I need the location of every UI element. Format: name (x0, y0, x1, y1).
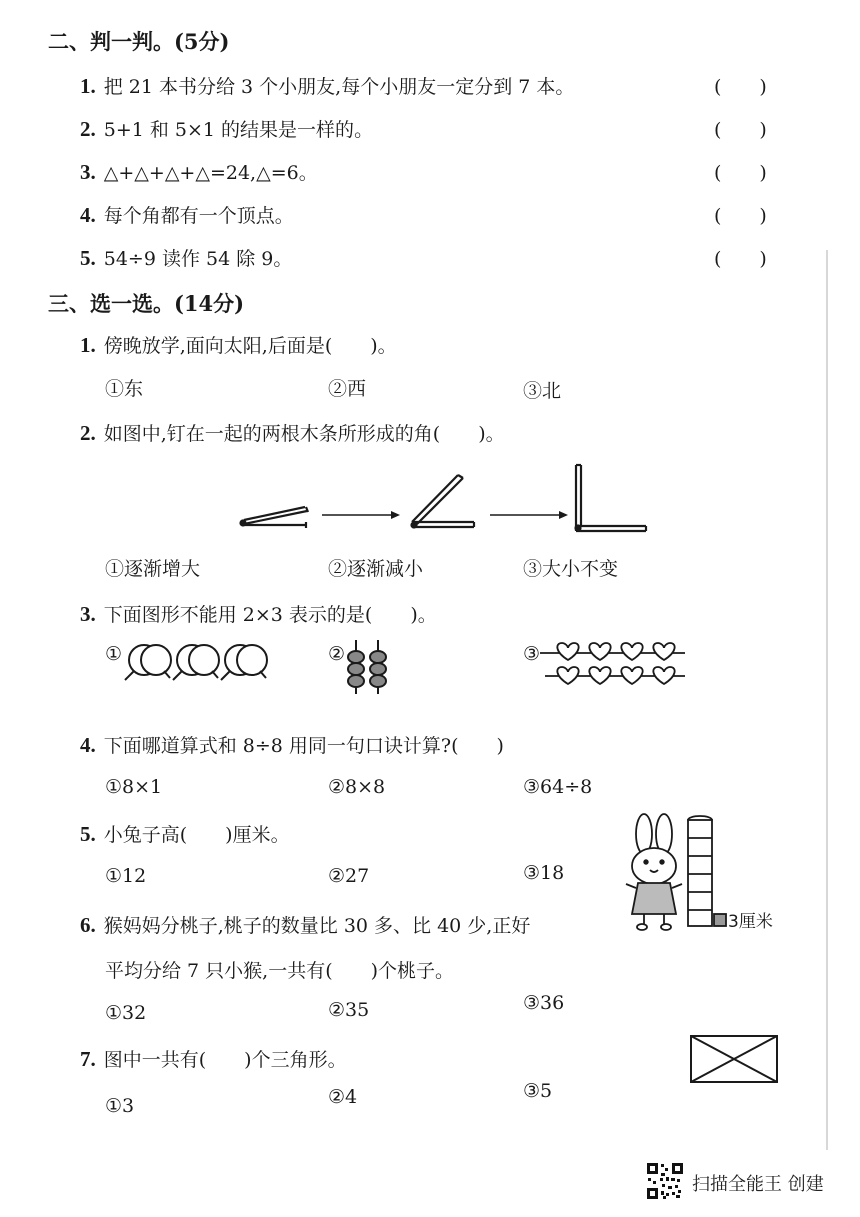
q5-option-1[interactable]: ①12 (105, 865, 147, 887)
unit-cube-label: 3厘米 (728, 912, 773, 932)
hearts-strings-icon (540, 640, 690, 690)
choice-question-3 (80, 600, 437, 627)
question-text: 下面图形不能用 2×3 表示的是( )。 (103, 604, 437, 626)
question-number: 2. (80, 421, 96, 445)
q7-option-2[interactable]: ②4 (328, 1086, 358, 1108)
answer-paren-3[interactable]: ( ) (714, 162, 767, 184)
question-text: 如图中,钉在一起的两根木条所形成的角( )。 (103, 423, 505, 445)
judge-item-2 (80, 115, 373, 142)
scan-edge (826, 250, 828, 1150)
q7-option-1[interactable]: ①3 (105, 1095, 135, 1117)
triangles-figure (690, 1035, 780, 1085)
item-text: 5+1 和 5×1 的结果是一样的。 (103, 119, 374, 141)
q1-option-3[interactable]: ③北 (523, 380, 562, 402)
choice-question-2 (80, 419, 505, 446)
question-number: 6. (80, 913, 96, 937)
item-number: 1. (80, 74, 96, 98)
answer-paren-2[interactable]: ( ) (714, 119, 767, 141)
question-6-line-2: 平均分给 7 只小猴,一共有( )个桃子。 (105, 960, 455, 982)
judge-item-5 (80, 244, 292, 271)
item-number: 4. (80, 203, 96, 227)
q2-option-3[interactable]: ③大小不变 (523, 558, 619, 580)
item-number: 3. (80, 160, 96, 184)
section-3-title: 三、选一选。(14分) (48, 291, 245, 316)
question-text: 下面哪道算式和 8÷8 用同一句口诀计算?( ) (103, 735, 504, 757)
q4-option-1[interactable]: ①8×1 (105, 776, 163, 798)
q3-option-2-label[interactable]: ② (328, 643, 346, 665)
q7-option-3[interactable]: ③5 (523, 1080, 553, 1102)
ping-pong-paddles-icon (120, 638, 270, 688)
q4-option-3[interactable]: ③64÷8 (523, 776, 593, 798)
item-number: 2. (80, 117, 96, 141)
answer-paren-4[interactable]: ( ) (714, 205, 767, 227)
scanner-watermark: 扫描全能王 创建 (692, 1174, 824, 1195)
judge-item-4 (80, 201, 294, 228)
q6-option-3[interactable]: ③36 (523, 992, 565, 1014)
q2-option-2[interactable]: ②逐渐减小 (328, 558, 424, 580)
abacus-beads-icon (344, 640, 394, 696)
item-text: 每个角都有一个顶点。 (103, 205, 294, 227)
q5-option-3[interactable]: ③18 (523, 862, 565, 884)
section-2-title: 二、判一判。(5分) (48, 29, 230, 54)
q1-option-1[interactable]: ①东 (105, 378, 144, 400)
question-text: 图中一共有( )个三角形。 (103, 1049, 347, 1071)
question-text: 小兔子高( )厘米。 (103, 824, 290, 846)
item-text: △+△+△+△=24,△=6。 (103, 162, 318, 184)
question-number: 7. (80, 1047, 96, 1071)
q4-option-2[interactable]: ②8×8 (328, 776, 386, 798)
q2-option-1[interactable]: ①逐渐增大 (105, 558, 201, 580)
choice-question-1 (80, 331, 397, 358)
qr-code-icon (646, 1162, 684, 1200)
choice-question-6 (80, 911, 530, 938)
q6-option-2[interactable]: ②35 (328, 999, 370, 1021)
answer-paren-1[interactable]: ( ) (714, 76, 767, 98)
question-number: 4. (80, 733, 96, 757)
q6-option-1[interactable]: ①32 (105, 1002, 147, 1024)
q3-option-1-label[interactable]: ① (105, 643, 123, 665)
judge-item-3 (80, 158, 318, 185)
choice-question-4 (80, 731, 504, 758)
answer-paren-5[interactable]: ( ) (714, 248, 767, 270)
question-text: 傍晚放学,面向太阳,后面是( )。 (103, 335, 397, 357)
q3-option-3-label[interactable]: ③ (523, 643, 541, 665)
rabbit-and-blocks-figure (620, 810, 820, 935)
q5-option-2[interactable]: ②27 (328, 865, 370, 887)
choice-question-7 (80, 1045, 347, 1072)
item-text: 把 21 本书分给 3 个小朋友,每个小朋友一定分到 7 本。 (103, 76, 575, 98)
judge-item-1 (80, 72, 574, 99)
question-text: 猴妈妈分桃子,桃子的数量比 30 多、比 40 少,正好 (103, 915, 531, 937)
question-number: 3. (80, 602, 96, 626)
question-number: 5. (80, 822, 96, 846)
choice-question-5 (80, 820, 290, 847)
q1-option-2[interactable]: ②西 (328, 378, 367, 400)
item-text: 54÷9 读作 54 除 9。 (103, 248, 293, 270)
item-number: 5. (80, 246, 96, 270)
question-number: 1. (80, 333, 96, 357)
